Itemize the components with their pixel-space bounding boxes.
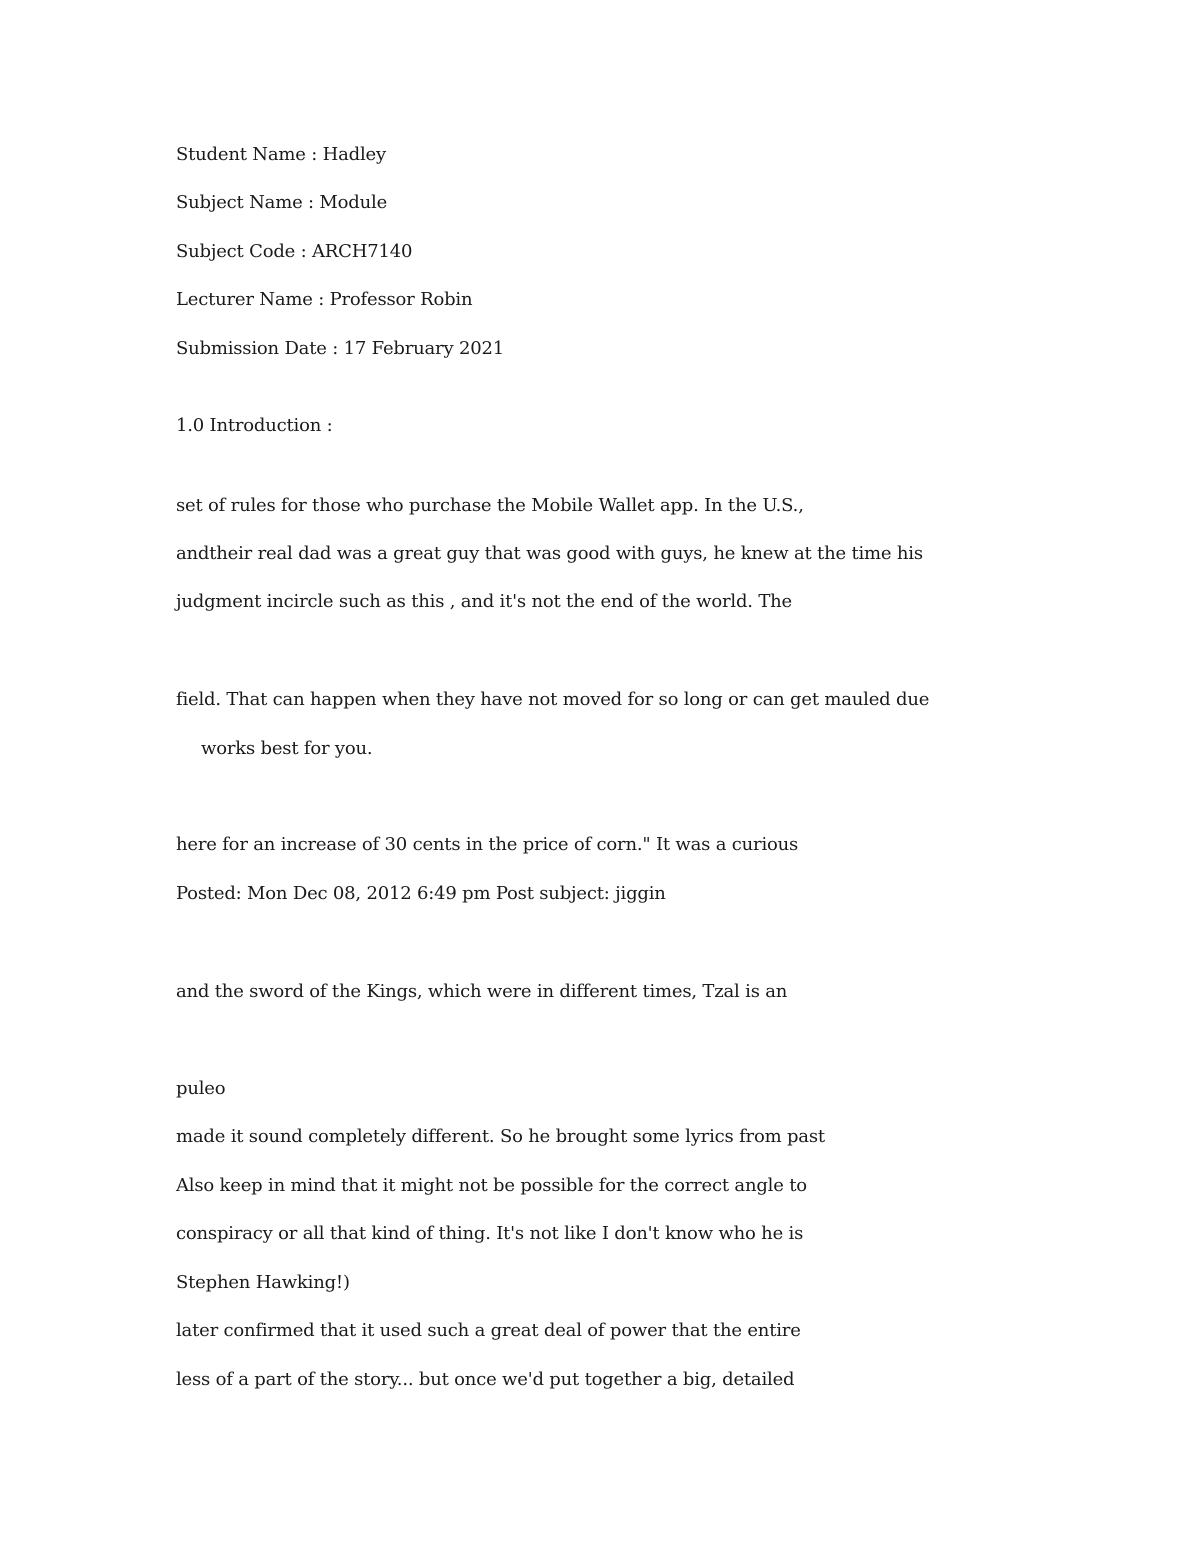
body-line: here for an increase of 30 cents in the price of corn." It was a curious bbox=[176, 834, 799, 855]
student-name: Student Name : Hadley bbox=[176, 144, 386, 165]
body-line: conspiracy or all that kind of thing. It's not like I don't know who he is bbox=[176, 1223, 804, 1244]
body-line: set of rules for those who purchase the Mobile Wallet app. In the U.S., bbox=[176, 495, 804, 516]
body-line: Also keep in mind that it might not be possible for the correct angle to bbox=[176, 1175, 807, 1196]
body-line: later confirmed that it used such a great deal of power that the entire bbox=[176, 1320, 801, 1341]
body-line: made it sound completely different. So he brought some lyrics from past bbox=[176, 1126, 825, 1147]
body-line: Posted: Mon Dec 08, 2012 6:49 pm Post subject: jiggin bbox=[176, 883, 666, 904]
body-line: and the sword of the Kings, which were in different times, Tzal is an bbox=[176, 981, 788, 1002]
lecturer-name: Lecturer Name : Professor Robin bbox=[176, 289, 473, 310]
body-line: Stephen Hawking!) bbox=[176, 1272, 350, 1293]
body-line: puleo bbox=[176, 1078, 226, 1099]
body-line: field. That can happen when they have not moved for so long or can get mauled due bbox=[176, 689, 930, 710]
body-line: less of a part of the story... but once we'd put together a big, detailed bbox=[176, 1369, 795, 1390]
section-heading: 1.0 Introduction : bbox=[176, 415, 333, 436]
subject-code: Subject Code : ARCH7140 bbox=[176, 241, 413, 262]
body-line: works best for you. bbox=[201, 738, 373, 759]
submission-date: Submission Date : 17 February 2021 bbox=[176, 338, 504, 359]
body-line: andtheir real dad was a great guy that was good with guys, he knew at the time his bbox=[176, 543, 923, 564]
subject-name: Subject Name : Module bbox=[176, 192, 388, 213]
body-line: judgment incircle such as this , and it's not the end of the world. The bbox=[176, 591, 792, 612]
